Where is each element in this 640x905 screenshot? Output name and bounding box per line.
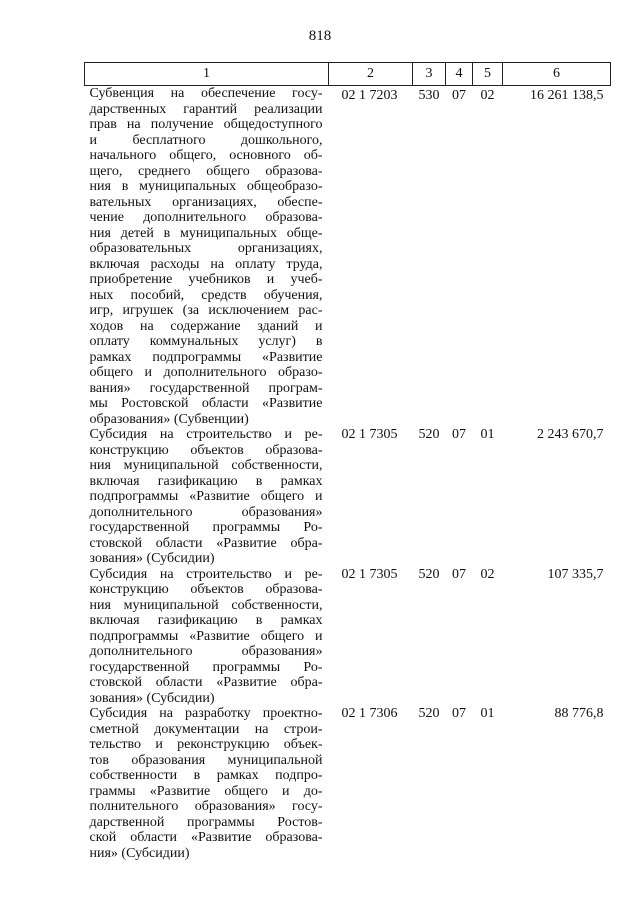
description-line: зования» (Субсидии) [89, 690, 215, 706]
column-header-subsection: 5 [473, 63, 503, 86]
description-line: конструкцию объектов образова- [89, 582, 323, 597]
table-row [85, 567, 611, 707]
row-subsection: 02 [480, 88, 495, 103]
description-line: включая газификацию в рамках [89, 613, 323, 628]
table-row [85, 706, 611, 861]
description-line: собственности в рамках подпро- [89, 768, 323, 783]
description-line: образования» (Субвенции) [89, 411, 249, 427]
description-line: образовательных организациях, [89, 241, 323, 256]
description-line: ния муниципальной собственности, [89, 458, 323, 473]
row-code: 02 1 7203 [341, 88, 398, 103]
description-line: ния муниципальной собственности, [89, 597, 323, 613]
description-line: приобретение учебников и учеб- [89, 272, 323, 287]
description-line: подпрограммы «Развитие общего и [89, 628, 323, 644]
description-line: начального общего, основного об- [89, 148, 323, 163]
description-line: дарственной программы Ростов- [89, 814, 323, 830]
description-line: тов образования муниципальной [89, 752, 323, 768]
row-expense-type: 520 [418, 706, 440, 721]
description-line: Субсидия на строительство и ре- [89, 566, 323, 582]
row-description [85, 567, 329, 707]
row-expense-type: 520 [418, 566, 440, 582]
description-line: ния детей в муниципальных обще- [89, 225, 323, 241]
row-expense-type: 530 [418, 88, 440, 103]
table-header-row [85, 63, 611, 86]
column-header-description: 1 [85, 63, 329, 86]
table-row [85, 86, 611, 428]
description-line: дополнительного образования» [89, 644, 323, 659]
description-line: сметной документации на строи- [89, 721, 323, 737]
description-line: стовской области «Развитие обра- [89, 675, 323, 690]
description-line: и бесплатного дошкольного, [89, 132, 323, 148]
row-amount: 88 776,8 [554, 706, 604, 721]
row-code: 02 1 7305 [341, 427, 398, 442]
description-line: ния» (Субсидии) [89, 845, 190, 861]
description-line: мы Ростовской области «Развитие [89, 396, 323, 411]
row-description [85, 427, 329, 567]
row-code: 02 1 7306 [341, 706, 398, 721]
column-header-section: 4 [446, 63, 473, 86]
row-amount: 16 261 138,5 [530, 88, 604, 103]
budget-table [84, 62, 611, 861]
row-description [85, 86, 329, 428]
row-code: 02 1 7305 [341, 566, 398, 582]
description-line: дарственных гарантий реализации [89, 101, 323, 117]
row-subsection: 01 [480, 427, 495, 442]
description-line: щего, среднего общего образова- [89, 163, 323, 179]
description-line: игр, игрушек (за исключением рас- [89, 303, 323, 318]
row-amount: 107 335,7 [547, 566, 604, 582]
description-line: включая расходы на оплату труда, [89, 256, 323, 272]
row-amount: 2 243 670,7 [537, 427, 604, 442]
row-section: 07 [452, 427, 466, 442]
description-line: рамках подпрограммы «Развитие [89, 349, 323, 365]
column-header-code: 2 [329, 63, 413, 86]
description-line: оплату коммунальных услуг) в [89, 334, 323, 349]
column-header-amount: 6 [503, 63, 611, 86]
description-line: ния в муниципальных общеобразо- [89, 179, 323, 194]
description-line: зования» (Субсидии) [89, 551, 215, 566]
description-line: общего и дополнительного образо- [89, 365, 323, 380]
description-line: ходов на содержание зданий и [89, 318, 323, 334]
row-subsection: 02 [480, 566, 495, 582]
description-line: Субсидия на строительство и ре- [89, 427, 323, 442]
description-line: чение дополнительного образова- [89, 210, 323, 225]
description-line: государственной программы Ро- [89, 520, 323, 535]
row-subsection: 01 [480, 706, 495, 721]
page-number: 818 [308, 28, 332, 44]
description-line: прав на получение общедоступного [89, 117, 323, 132]
description-line: полнительного образования» госу- [89, 799, 323, 814]
row-section: 07 [452, 566, 466, 582]
description-line: вательных организациях, обеспе- [89, 194, 323, 210]
description-line: ных пособий, средств обучения, [89, 287, 323, 303]
description-line: вания» государственной програм- [89, 380, 323, 396]
table-row [85, 427, 611, 567]
column-header-expense-type: 3 [413, 63, 446, 86]
description-line: граммы «Развитие общего и до- [89, 783, 323, 799]
row-description [85, 706, 329, 861]
row-section: 07 [452, 88, 466, 103]
row-section: 07 [452, 706, 466, 721]
description-line: государственной программы Ро- [89, 659, 323, 675]
description-line: ской области «Развитие образова- [89, 830, 323, 845]
description-line: Субсидия на разработку проектно- [89, 706, 323, 721]
table-body [85, 86, 611, 862]
description-line: Субвенция на обеспечение госу- [89, 86, 323, 101]
description-line: стовской области «Развитие обра- [89, 535, 323, 551]
description-line: конструкцию объектов образова- [89, 442, 323, 458]
description-line: тельство и реконструкцию объек- [89, 737, 323, 752]
description-line: дополнительного образования» [89, 504, 323, 520]
row-expense-type: 520 [418, 427, 440, 442]
description-line: включая газификацию в рамках [89, 473, 323, 489]
description-line: подпрограммы «Развитие общего и [89, 489, 323, 504]
